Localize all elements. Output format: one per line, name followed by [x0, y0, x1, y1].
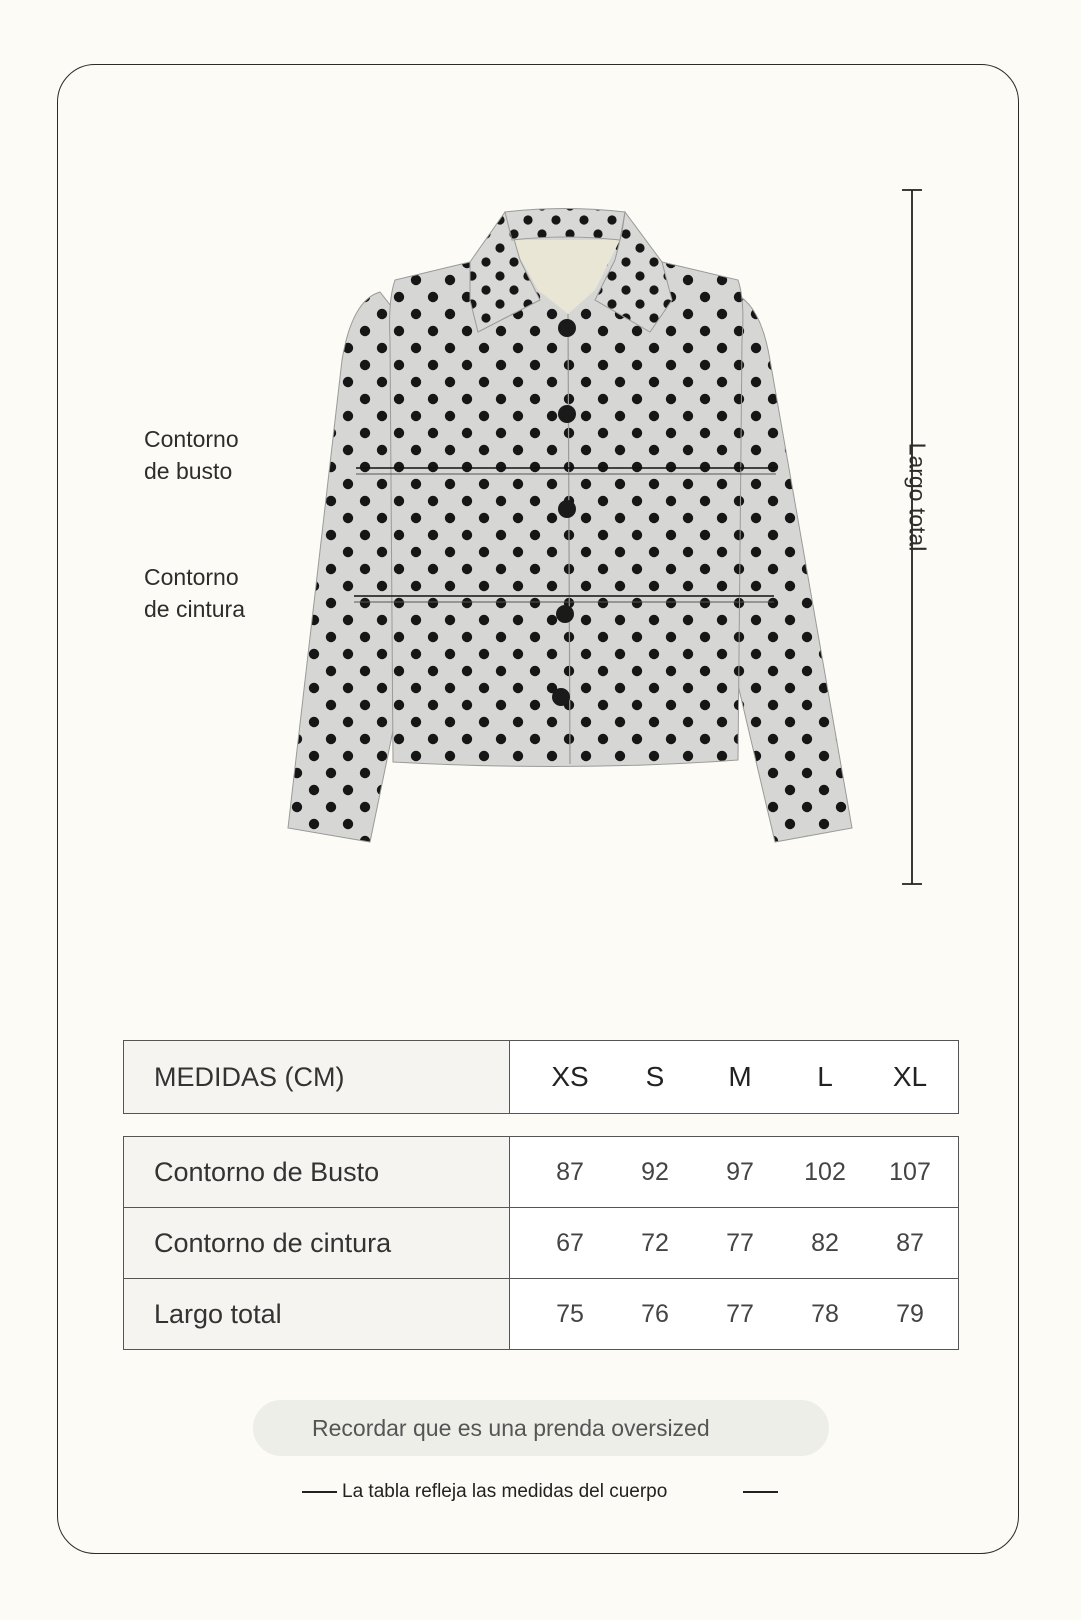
row-label: Contorno de Busto [124, 1137, 510, 1208]
divider [302, 1491, 337, 1493]
table-row [124, 1279, 959, 1350]
value-cell: 102 [804, 1157, 846, 1186]
size-l: L [817, 1061, 833, 1092]
size-xl: XL [892, 1061, 928, 1092]
length-label: Largo total [904, 442, 931, 552]
bust-label: Contorno de busto [144, 426, 239, 484]
value-cell: 75 [556, 1299, 584, 1328]
value-cell: 92 [641, 1157, 669, 1186]
body-measures-note: La tabla refleja las medidas del cuerpo [0, 1478, 1081, 1508]
size-xs: XS [551, 1061, 589, 1092]
waist-label: Contorno de cintura [144, 564, 246, 622]
value-cell: 97 [726, 1157, 754, 1186]
divider [743, 1491, 778, 1493]
value-cell: 72 [641, 1228, 669, 1257]
size-s: S [645, 1061, 665, 1092]
value-cell: 77 [726, 1228, 754, 1257]
collar-band [505, 209, 625, 241]
value-cell: 78 [811, 1299, 839, 1328]
oversized-note: Recordar que es una prenda oversized [253, 1400, 829, 1456]
table-row [124, 1137, 959, 1208]
value-cell: 67 [556, 1228, 584, 1257]
value-cell: 79 [896, 1299, 924, 1328]
value-cell: 87 [556, 1157, 584, 1186]
table-row [124, 1208, 959, 1279]
value-cell: 77 [726, 1299, 754, 1328]
size-values-table [123, 1136, 959, 1350]
value-cell: 82 [811, 1228, 839, 1257]
size-header-row [124, 1041, 959, 1114]
value-cell: 107 [889, 1157, 931, 1186]
measures-header: MEDIDAS (CM) [124, 1041, 510, 1114]
row-label: Contorno de cintura [124, 1208, 510, 1279]
value-cell: 87 [896, 1228, 924, 1257]
row-label: Largo total [124, 1279, 510, 1350]
value-cell: 76 [641, 1299, 669, 1328]
size-m: M [728, 1061, 752, 1092]
size-header-table [123, 1040, 959, 1114]
